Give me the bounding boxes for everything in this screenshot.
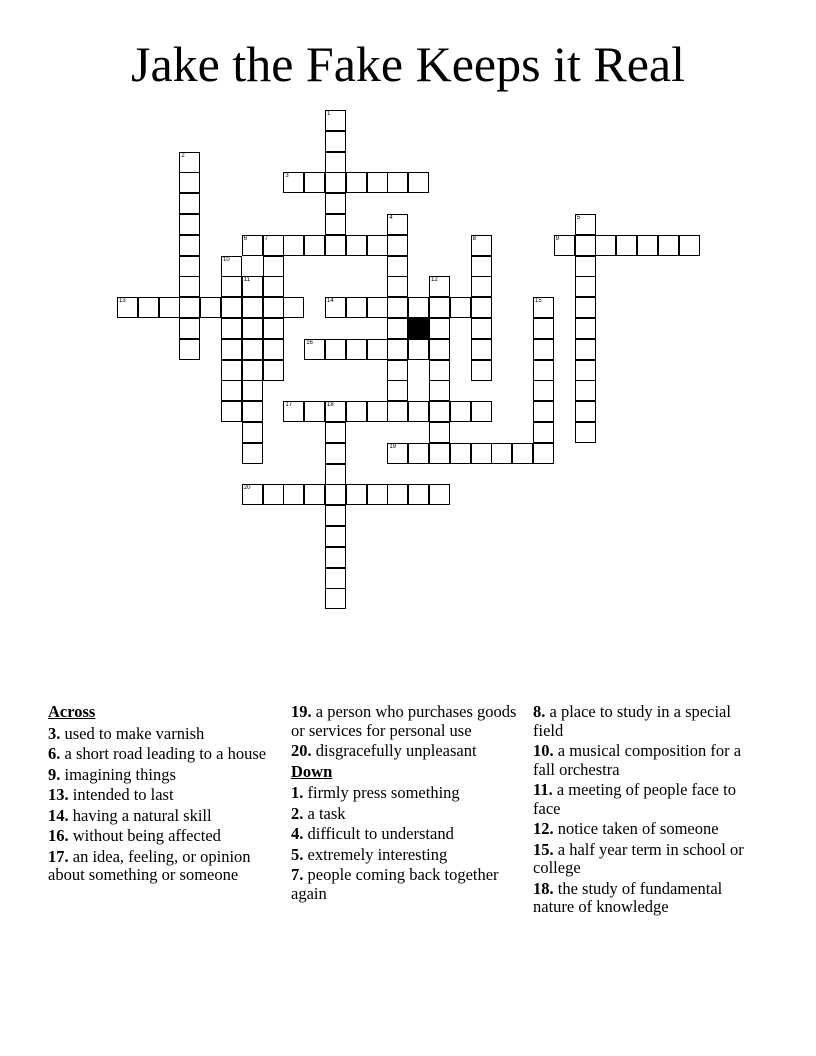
clue-number: 13 bbox=[119, 298, 126, 305]
clue-number: 3. bbox=[48, 723, 61, 743]
clue-text: people coming back together again bbox=[291, 865, 499, 903]
grid-cell[interactable] bbox=[283, 297, 304, 318]
grid-cell[interactable] bbox=[221, 360, 242, 381]
clue-number: 10 bbox=[223, 256, 230, 263]
grid-cell[interactable] bbox=[263, 256, 284, 277]
grid-cell[interactable] bbox=[263, 339, 284, 360]
grid-cell[interactable] bbox=[242, 422, 263, 443]
clue-text: a place to study in a special field bbox=[533, 702, 731, 740]
grid-cell[interactable] bbox=[429, 360, 450, 381]
grid-cell[interactable] bbox=[263, 276, 284, 297]
grid-cell[interactable] bbox=[471, 443, 492, 464]
grid-cell[interactable] bbox=[429, 422, 450, 443]
grid-cell[interactable] bbox=[263, 318, 284, 339]
grid-cell[interactable] bbox=[179, 152, 200, 173]
grid-cell[interactable] bbox=[387, 297, 408, 318]
clue-text: imagining things bbox=[64, 764, 176, 784]
grid-cell[interactable] bbox=[304, 172, 325, 193]
grid-cell[interactable] bbox=[179, 172, 200, 193]
clue-item bbox=[291, 825, 523, 844]
grid-cell[interactable] bbox=[387, 339, 408, 360]
clue-item bbox=[533, 703, 765, 740]
grid-cell[interactable] bbox=[575, 297, 596, 318]
clue-text: intended to last bbox=[72, 785, 174, 804]
clue-number: 14 bbox=[327, 298, 334, 305]
grid-cell[interactable] bbox=[221, 276, 242, 297]
grid-cell[interactable] bbox=[367, 339, 388, 360]
grid-cell[interactable] bbox=[387, 360, 408, 381]
clue-text: a task bbox=[307, 803, 346, 823]
grid-cell[interactable] bbox=[367, 401, 388, 422]
clue-number: 9. bbox=[48, 764, 61, 784]
clue-number: 20 bbox=[243, 485, 251, 492]
grid-cell[interactable] bbox=[179, 318, 200, 339]
grid-cell[interactable] bbox=[658, 235, 679, 256]
grid-cell[interactable] bbox=[242, 276, 263, 297]
clue-column-1 bbox=[48, 703, 280, 887]
grid-cell[interactable] bbox=[533, 422, 554, 443]
clue-item bbox=[48, 745, 280, 764]
clue-text: notice taken of someone bbox=[557, 819, 719, 838]
grid-cell[interactable] bbox=[283, 401, 304, 422]
grid-cell[interactable] bbox=[429, 276, 450, 297]
grid-cell[interactable] bbox=[471, 318, 492, 339]
grid-cell[interactable] bbox=[221, 339, 242, 360]
grid-cell[interactable] bbox=[387, 235, 408, 256]
grid-cell[interactable] bbox=[471, 360, 492, 381]
clue-text: firmly press something bbox=[307, 783, 460, 802]
grid-cell[interactable] bbox=[408, 339, 429, 360]
grid-cell[interactable] bbox=[408, 484, 429, 505]
grid-cell[interactable] bbox=[450, 297, 471, 318]
clue-item bbox=[48, 827, 280, 846]
grid-cell[interactable] bbox=[575, 380, 596, 401]
grid-cell[interactable] bbox=[637, 235, 658, 256]
clue-text: a short road leading to a house bbox=[64, 744, 267, 763]
clue-item bbox=[48, 766, 280, 785]
clue-number: 10. bbox=[533, 741, 554, 760]
grid-cell[interactable] bbox=[387, 214, 408, 235]
grid-cell[interactable] bbox=[575, 276, 596, 297]
grid-cell[interactable] bbox=[408, 401, 429, 422]
clue-number: 17 bbox=[285, 402, 293, 409]
clue-number: 11. bbox=[533, 780, 553, 799]
grid-cell[interactable] bbox=[471, 297, 492, 318]
clue-number: 6 bbox=[243, 235, 248, 242]
grid-cell[interactable] bbox=[325, 568, 346, 589]
clue-item bbox=[291, 742, 523, 761]
grid-cell[interactable] bbox=[242, 235, 263, 256]
grid-cell[interactable] bbox=[325, 193, 346, 214]
grid-cell[interactable] bbox=[179, 339, 200, 360]
grid-cell[interactable] bbox=[533, 360, 554, 381]
grid-cell[interactable] bbox=[346, 235, 367, 256]
black-cell bbox=[408, 318, 429, 339]
grid-cell[interactable] bbox=[533, 339, 554, 360]
grid-cell[interactable] bbox=[304, 401, 325, 422]
grid-cell[interactable] bbox=[242, 297, 263, 318]
grid-cell[interactable] bbox=[325, 443, 346, 464]
grid-cell[interactable] bbox=[304, 235, 325, 256]
clue-text: having a natural skill bbox=[72, 805, 212, 825]
clue-number: 2 bbox=[181, 152, 185, 159]
grid-cell[interactable] bbox=[263, 360, 284, 381]
grid-cell[interactable] bbox=[283, 235, 304, 256]
grid-cell[interactable] bbox=[471, 235, 492, 256]
grid-cell[interactable] bbox=[346, 339, 367, 360]
grid-cell[interactable] bbox=[242, 443, 263, 464]
grid-cell[interactable] bbox=[512, 443, 533, 464]
grid-cell[interactable] bbox=[325, 547, 346, 568]
grid-cell[interactable] bbox=[179, 276, 200, 297]
grid-cell[interactable] bbox=[471, 339, 492, 360]
grid-cell[interactable] bbox=[491, 443, 512, 464]
grid-cell[interactable] bbox=[616, 235, 637, 256]
clue-number: 16. bbox=[48, 826, 69, 845]
grid-cell[interactable] bbox=[221, 297, 242, 318]
clue-text: difficult to understand bbox=[307, 824, 454, 843]
clue-number: 11 bbox=[243, 277, 251, 284]
grid-cell[interactable] bbox=[242, 484, 263, 505]
clue-column-3 bbox=[533, 703, 765, 919]
grid-cell[interactable] bbox=[429, 318, 450, 339]
clue-number: 15 bbox=[535, 298, 542, 305]
grid-cell[interactable] bbox=[179, 297, 200, 318]
grid-cell[interactable] bbox=[159, 297, 180, 318]
grid-cell[interactable] bbox=[221, 318, 242, 339]
grid-cell[interactable] bbox=[471, 256, 492, 277]
grid-cell[interactable] bbox=[242, 380, 263, 401]
grid-cell[interactable] bbox=[304, 339, 325, 360]
clue-number: 1. bbox=[291, 783, 304, 802]
grid-cell[interactable] bbox=[367, 297, 388, 318]
clue-number: 18 bbox=[327, 402, 334, 409]
grid-cell[interactable] bbox=[575, 422, 596, 443]
grid-cell[interactable] bbox=[367, 172, 388, 193]
grid-cell[interactable] bbox=[325, 172, 346, 193]
clue-text: without being affected bbox=[72, 826, 221, 845]
grid-cell[interactable] bbox=[408, 172, 429, 193]
grid-cell[interactable] bbox=[242, 360, 263, 381]
clue-number: 13. bbox=[48, 785, 69, 804]
clue-text: a musical composition for a fall orchestra bbox=[533, 741, 742, 779]
clue-number: 6. bbox=[48, 744, 61, 763]
clue-number: 19. bbox=[291, 702, 312, 721]
clue-number: 7 bbox=[264, 235, 268, 242]
grid-cell[interactable] bbox=[346, 172, 367, 193]
grid-cell[interactable] bbox=[138, 297, 159, 318]
grid-cell[interactable] bbox=[325, 152, 346, 173]
grid-cell[interactable] bbox=[346, 484, 367, 505]
grid-cell[interactable] bbox=[325, 588, 346, 609]
grid-cell[interactable] bbox=[325, 401, 346, 422]
clue-item bbox=[533, 742, 765, 779]
grid-cell[interactable] bbox=[450, 443, 471, 464]
grid-cell[interactable] bbox=[575, 318, 596, 339]
grid-cell[interactable] bbox=[575, 256, 596, 277]
clue-number: 8. bbox=[533, 702, 546, 721]
grid-cell[interactable] bbox=[179, 235, 200, 256]
grid-cell[interactable] bbox=[575, 235, 596, 256]
grid-cell[interactable] bbox=[387, 172, 408, 193]
grid-cell[interactable] bbox=[429, 484, 450, 505]
clue-number: 5. bbox=[291, 844, 304, 864]
grid-cell[interactable] bbox=[325, 464, 346, 485]
grid-cell[interactable] bbox=[179, 214, 200, 235]
clue-item bbox=[533, 841, 765, 878]
clue-number: 7. bbox=[291, 865, 304, 884]
grid-cell[interactable] bbox=[679, 235, 700, 256]
across-heading: Across bbox=[48, 702, 96, 721]
clue-number: 20. bbox=[291, 741, 312, 760]
grid-cell[interactable] bbox=[471, 276, 492, 297]
grid-cell[interactable] bbox=[533, 401, 554, 422]
grid-cell[interactable] bbox=[575, 214, 596, 235]
grid-cell[interactable] bbox=[533, 380, 554, 401]
clue-text: the study of fundamental nature of knowledge bbox=[533, 878, 723, 916]
grid-cell[interactable] bbox=[408, 443, 429, 464]
clue-item bbox=[291, 866, 523, 903]
grid-cell[interactable] bbox=[387, 443, 408, 464]
clue-number: 17. bbox=[48, 846, 69, 866]
grid-cell[interactable] bbox=[325, 484, 346, 505]
grid-cell[interactable] bbox=[325, 131, 346, 152]
clue-text: used to make varnish bbox=[64, 723, 205, 743]
grid-cell[interactable] bbox=[325, 214, 346, 235]
clue-number: 12 bbox=[431, 277, 438, 284]
grid-cell[interactable] bbox=[325, 339, 346, 360]
down-heading: Down bbox=[291, 761, 333, 781]
clue-number: 9 bbox=[555, 235, 560, 242]
clue-number: 18. bbox=[533, 878, 554, 898]
clue-text: a half year term in school or college bbox=[533, 839, 744, 877]
clue-item bbox=[48, 807, 280, 826]
page-title: Jake the Fake Keeps it Real bbox=[131, 36, 685, 92]
clue-item bbox=[291, 805, 523, 824]
grid-cell[interactable] bbox=[387, 380, 408, 401]
clue-number: 2. bbox=[291, 803, 304, 823]
clue-number: 16 bbox=[306, 339, 313, 346]
grid-cell[interactable] bbox=[575, 339, 596, 360]
grid-cell[interactable] bbox=[533, 443, 554, 464]
clue-number: 4. bbox=[291, 824, 304, 843]
grid-cell[interactable] bbox=[387, 318, 408, 339]
grid-cell[interactable] bbox=[387, 256, 408, 277]
clue-number: 4 bbox=[389, 215, 393, 221]
clue-number: 5 bbox=[576, 215, 580, 221]
grid-cell[interactable] bbox=[325, 110, 346, 131]
grid-cell[interactable] bbox=[471, 401, 492, 422]
grid-cell[interactable] bbox=[283, 484, 304, 505]
grid-cell[interactable] bbox=[263, 235, 284, 256]
grid-cell[interactable] bbox=[575, 360, 596, 381]
grid-cell[interactable] bbox=[263, 297, 284, 318]
grid-cell[interactable] bbox=[325, 297, 346, 318]
clue-item bbox=[48, 725, 280, 744]
grid-cell[interactable] bbox=[429, 443, 450, 464]
clue-item bbox=[48, 848, 280, 885]
clue-item bbox=[533, 880, 765, 917]
grid-cell[interactable] bbox=[221, 256, 242, 277]
clue-item bbox=[291, 703, 523, 740]
grid-cell[interactable] bbox=[325, 422, 346, 443]
grid-cell[interactable] bbox=[429, 380, 450, 401]
grid-cell[interactable] bbox=[283, 172, 304, 193]
clue-item bbox=[291, 846, 523, 865]
clue-number: 19 bbox=[389, 443, 397, 450]
grid-cell[interactable] bbox=[346, 297, 367, 318]
grid-cell[interactable] bbox=[429, 297, 450, 318]
clue-text: an idea, feeling, or opinion about something or someone bbox=[48, 846, 251, 884]
grid-cell[interactable] bbox=[429, 339, 450, 360]
clue-number: 15. bbox=[533, 839, 554, 859]
clue-item bbox=[291, 784, 523, 803]
grid-cell[interactable] bbox=[221, 380, 242, 401]
clue-item bbox=[48, 786, 280, 805]
clue-number: 1 bbox=[327, 111, 331, 117]
grid-cell[interactable] bbox=[179, 256, 200, 277]
grid-cell[interactable] bbox=[346, 401, 367, 422]
clue-number: 8 bbox=[472, 235, 476, 242]
grid-cell[interactable] bbox=[533, 297, 554, 318]
clue-item bbox=[533, 820, 765, 839]
grid-cell[interactable] bbox=[263, 484, 284, 505]
grid-cell[interactable] bbox=[242, 401, 263, 422]
grid-cell[interactable] bbox=[387, 401, 408, 422]
clue-column-2 bbox=[291, 703, 523, 905]
grid-cell[interactable] bbox=[575, 401, 596, 422]
grid-cell[interactable] bbox=[367, 235, 388, 256]
clue-text: extremely interesting bbox=[307, 844, 448, 864]
grid-cell[interactable] bbox=[325, 526, 346, 547]
grid-cell[interactable] bbox=[429, 401, 450, 422]
grid-cell[interactable] bbox=[325, 505, 346, 526]
grid-cell[interactable] bbox=[242, 339, 263, 360]
grid-cell[interactable] bbox=[325, 235, 346, 256]
grid-cell[interactable] bbox=[554, 235, 575, 256]
clue-text: disgracefully unpleasant bbox=[315, 741, 477, 760]
grid-cell[interactable] bbox=[304, 484, 325, 505]
grid-cell[interactable] bbox=[595, 235, 616, 256]
grid-cell[interactable] bbox=[450, 401, 471, 422]
clue-text: a person who purchases goods or services for personal use bbox=[291, 702, 517, 740]
grid-cell[interactable] bbox=[408, 297, 429, 318]
grid-cell[interactable] bbox=[533, 318, 554, 339]
clue-number: 3 bbox=[285, 173, 289, 180]
grid-cell[interactable] bbox=[242, 318, 263, 339]
grid-cell[interactable] bbox=[221, 401, 242, 422]
clue-number: 14. bbox=[48, 805, 69, 825]
clue-item bbox=[533, 781, 765, 818]
grid-cell[interactable] bbox=[117, 297, 138, 318]
grid-cell[interactable] bbox=[179, 193, 200, 214]
grid-cell[interactable] bbox=[367, 484, 388, 505]
grid-cell[interactable] bbox=[387, 484, 408, 505]
grid-cell[interactable] bbox=[200, 297, 221, 318]
grid-cell[interactable] bbox=[387, 276, 408, 297]
clue-text: a meeting of people face to face bbox=[533, 780, 736, 818]
clue-number: 12. bbox=[533, 819, 554, 838]
